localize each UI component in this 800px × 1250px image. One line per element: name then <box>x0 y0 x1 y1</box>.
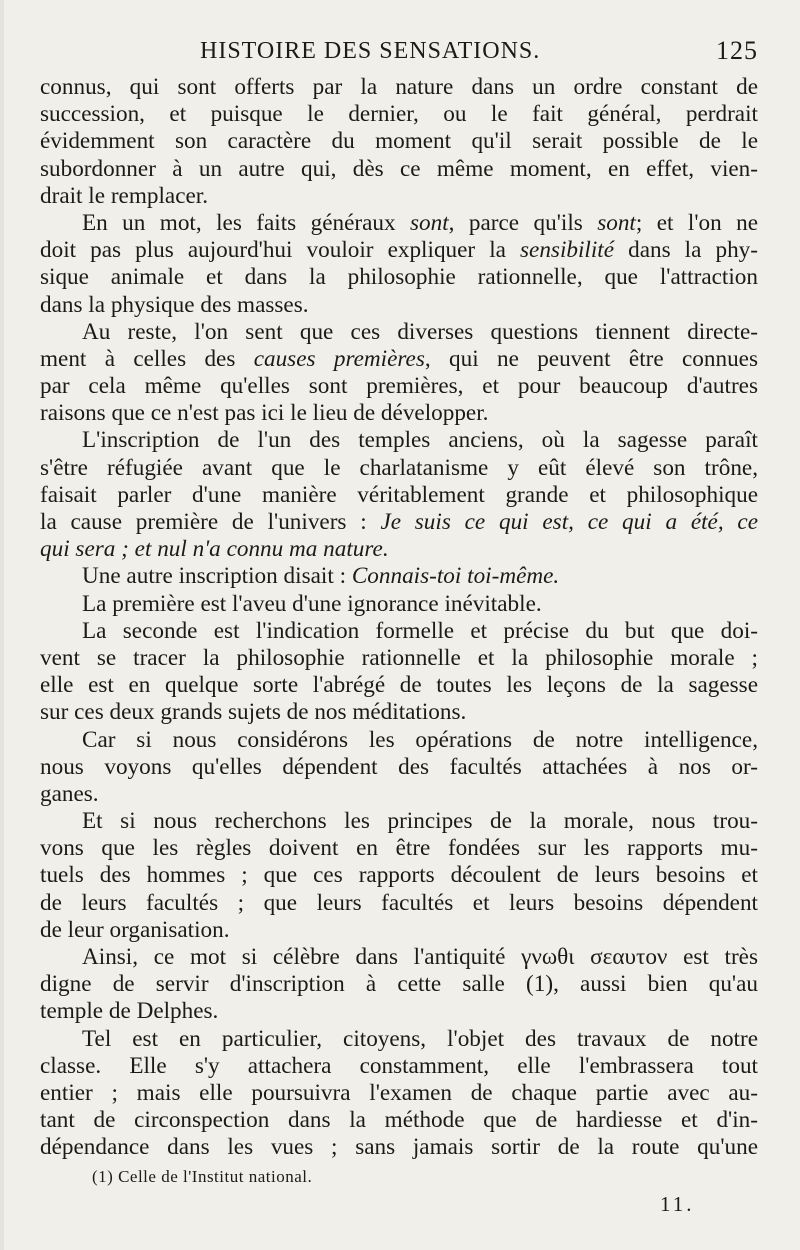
text-line: vons que les règles doivent en être fondées sur les rapports mu- <box>40 835 758 862</box>
text-line: s'être réfugiée avant que le charlatanisme y eût élevé son trône, <box>40 454 758 481</box>
text-line: qui sera ; et nul n'a connu ma nature. <box>40 536 389 563</box>
text-line: connus, qui sont offerts par la nature dans un ordre constant de <box>40 74 758 100</box>
text-line: vent se tracer la philosophie rationnelle et la philosophie morale ; <box>40 644 758 671</box>
text-line: tuels des hommes ; que ces rapports découlent de leurs besoins et <box>40 862 758 889</box>
text-line: tant de circonspection dans la méthode que de hardiesse et d'in- <box>40 1107 758 1134</box>
text-line: Au reste, l'on sent que ces diverses questions tiennent directe- <box>82 318 758 345</box>
text-line: de leurs facultés ; que leurs facultés et leurs besoins dépendent <box>40 889 758 916</box>
footnote: (1) Celle de l'Institut national. <box>92 1167 313 1186</box>
text-line: de leur organisation. <box>40 916 230 943</box>
text-line: doit pas plus aujourd'hui vouloir expliquer la sensibilité dans la phy- <box>40 237 758 264</box>
text-line: ment à celles des causes premières, qui ne peuvent être connues <box>40 345 758 372</box>
page-edge <box>0 0 4 1250</box>
text-line: la cause première de l'univers : Je suis ce qui est, ce qui a été, ce <box>40 509 758 535</box>
text-line: La seconde est l'indication formelle et précise du but que doi- <box>82 617 758 644</box>
text-line: subordonner à un autre qui, dès ce même moment, en effet, vien- <box>40 155 758 182</box>
text-line: La première est l'aveu d'une ignorance inévitable. <box>82 590 542 617</box>
text-line: faisait parler d'une manière véritablement grande et philosophique <box>40 481 758 508</box>
text-line: raisons que ce n'est pas ici le lieu de développer. <box>40 400 489 427</box>
text-line: L'inscription de l'un des temples anciens, où la sagesse paraît <box>82 427 758 454</box>
page-number: 125 <box>716 36 758 65</box>
running-header <box>40 36 762 70</box>
text-line: dans la physique des masses. <box>40 291 309 318</box>
text-line: Et si nous recherchons les principes de la morale, nous trou- <box>82 808 758 835</box>
body-text <box>40 74 758 1162</box>
text-line: Car si nous considérons les opérations de notre intelligence, <box>82 726 758 753</box>
text-line: sique animale et dans la philosophie rationnelle, que l'attraction <box>40 264 758 291</box>
text-line: évidemment son caractère du moment qu'il serait possible de le <box>40 128 758 155</box>
text-line: par cela même qu'elles sont premières, et pour beaucoup d'autres <box>40 373 758 400</box>
signature-mark: 11. <box>660 1192 695 1216</box>
running-title: HISTOIRE DES SENSATIONS. <box>200 38 541 64</box>
text-line: drait le remplacer. <box>40 182 209 209</box>
text-line: entier ; mais elle poursuivra l'examen de chaque partie avec au- <box>40 1079 758 1106</box>
text-line: Ainsi, ce mot si célèbre dans l'antiquité γνωθι σεαυτον est très <box>82 944 758 970</box>
text-line: Une autre inscription disait : Connais-toi toi-même. <box>82 563 560 590</box>
text-line: temple de Delphes. <box>40 998 219 1025</box>
text-line: succession, et puisque le dernier, ou le fait général, perdrait <box>40 101 758 128</box>
text-line: elle est en quelque sorte l'abrégé de toutes les leçons de la sagesse <box>40 672 758 699</box>
text-line: Tel est en particulier, citoyens, l'objet des travaux de notre <box>82 1025 758 1052</box>
text-line: En un mot, les faits généraux sont, parce qu'ils sont; et l'on ne <box>82 209 758 236</box>
text-line: digne de servir d'inscription à cette salle (1), aussi bien qu'au <box>40 971 758 998</box>
text-line: sur ces deux grands sujets de nos méditations. <box>40 699 467 726</box>
text-line: nous voyons qu'elles dépendent des facultés attachées à nos or- <box>40 753 758 780</box>
text-line: classe. Elle s'y attachera constamment, elle l'embrassera tout <box>40 1052 758 1079</box>
text-line: ganes. <box>40 780 99 807</box>
text-line: dépendance dans les vues ; sans jamais sortir de la route qu'une <box>40 1134 758 1161</box>
